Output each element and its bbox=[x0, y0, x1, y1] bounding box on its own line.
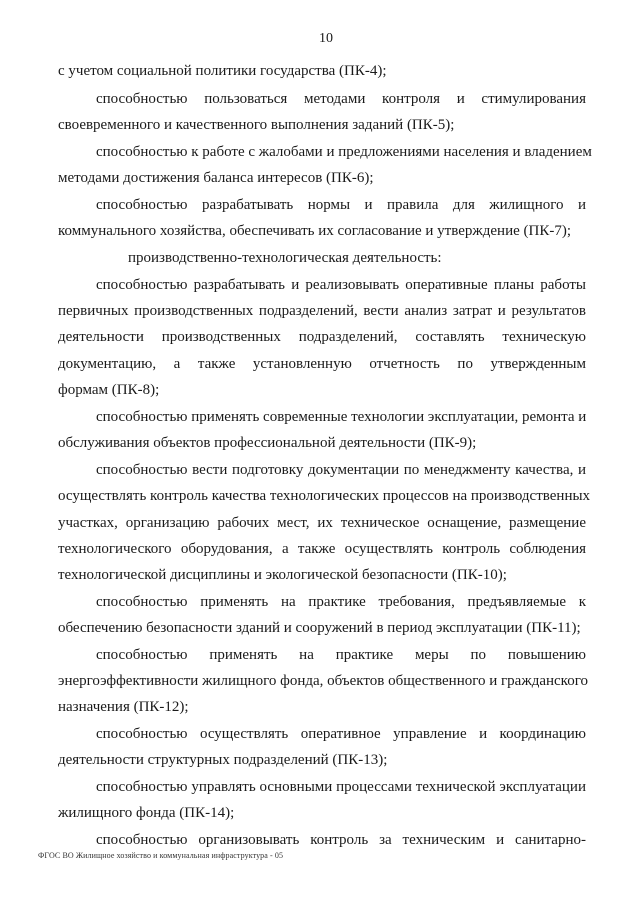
text-line: участках, организацию рабочих мест, их техническое оснащение, размещение bbox=[58, 515, 586, 531]
section-heading: производственно-технологическая деятельность: bbox=[128, 250, 442, 266]
text-line: обслуживания объектов профессиональной деятельности (ПК-9); bbox=[58, 435, 477, 451]
text-line: способностью разрабатывать нормы и правила для жилищного и bbox=[96, 197, 586, 213]
text-line: технологической дисциплины и экологической безопасности (ПК-10); bbox=[58, 567, 507, 583]
text-line: первичных производственных подразделений, вести анализ затрат и результатов bbox=[58, 303, 586, 319]
text-line: способностью к работе с жалобами и предложениями населения и владением bbox=[96, 144, 592, 160]
text-line: формам (ПК-8); bbox=[58, 382, 160, 398]
text-line: технологического оборудования, а также осуществлять контроль соблюдения bbox=[58, 541, 586, 557]
text-line: своевременного и качественного выполнения заданий (ПК-5); bbox=[58, 117, 455, 133]
text-line: способностью применять на практике меры по повышению bbox=[96, 647, 586, 663]
text-line: с учетом социальной политики государства (ПК-4); bbox=[58, 63, 387, 79]
text-line: способностью вести подготовку документации по менеджменту качества, и bbox=[96, 462, 586, 478]
text-line: энергоэффективности жилищного фонда, объектов общественного и гражданского bbox=[58, 673, 588, 689]
text-line: обеспечению безопасности зданий и сооружений в период эксплуатации (ПК-11); bbox=[58, 620, 581, 636]
text-line: способностью применять на практике требования, предъявляемые к bbox=[96, 594, 586, 610]
text-line: способностью разрабатывать и реализовывать оперативные планы работы bbox=[96, 277, 586, 293]
text-line: деятельности структурных подразделений (ПК-13); bbox=[58, 752, 388, 768]
text-line: жилищного фонда (ПК-14); bbox=[58, 805, 235, 821]
footer-text: ФГОС ВО Жилищное хозяйство и коммунальная инфраструктура - 05 bbox=[38, 851, 284, 860]
page-number: 10 bbox=[319, 31, 333, 46]
text-line: коммунального хозяйства, обеспечивать их согласование и утверждение (ПК-7); bbox=[58, 223, 571, 239]
text-line: назначения (ПК-12); bbox=[58, 699, 189, 715]
text-line: методами достижения баланса интересов (ПК-6); bbox=[58, 170, 374, 186]
text-line: документацию, а также установленную отчетность по утвержденным bbox=[58, 356, 586, 372]
text-line: способностью применять современные технологии эксплуатации, ремонта и bbox=[96, 409, 587, 425]
text-line: способностью организовывать контроль за техническим и санитарно- bbox=[96, 832, 586, 848]
text-line: способностью управлять основными процессами технической эксплуатации bbox=[96, 779, 586, 795]
text-line: способностью пользоваться методами контроля и стимулирования bbox=[96, 91, 586, 107]
text-line: деятельности производственных подразделений, составлять техническую bbox=[58, 329, 586, 345]
text-line: способностью осуществлять оперативное управление и координацию bbox=[96, 726, 586, 742]
text-line: осуществлять контроль качества технологических процессов на производственных bbox=[58, 488, 591, 504]
